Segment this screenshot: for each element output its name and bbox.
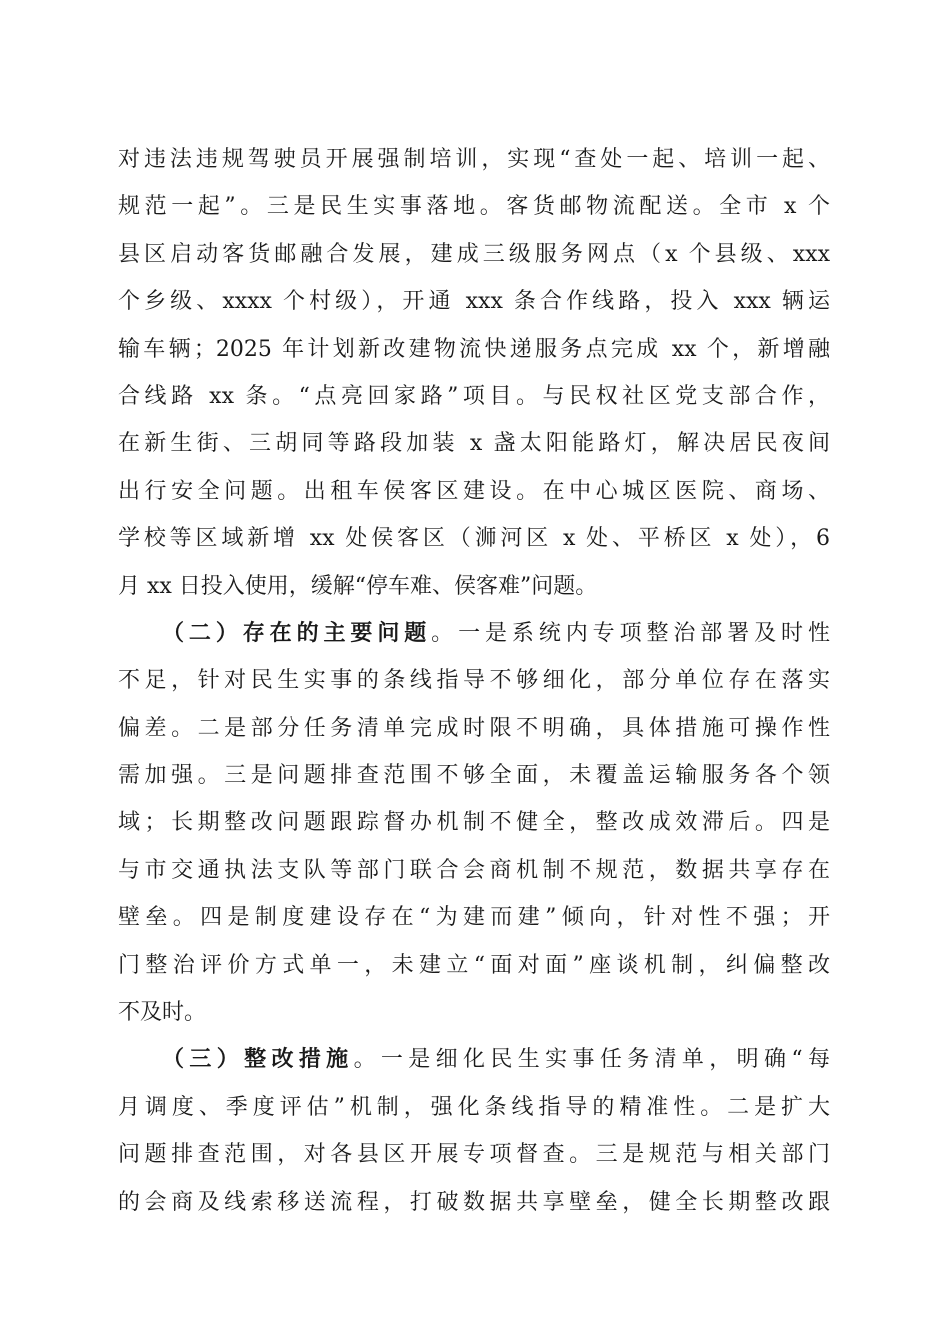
text-line: 学校等区域新增 xx 处侯客区（浉河区 x 处、平桥区 x 处），6 <box>118 526 830 552</box>
paragraph-first-line <box>118 1036 830 1083</box>
text-line: 月 xx 日投入使用，缓解“停车难、侯客难”问题。 <box>118 573 598 599</box>
text-span: 。一是系统内专项整治部署及时性 <box>431 620 830 646</box>
paragraph-1 <box>118 136 830 610</box>
paragraph-first-line <box>118 610 830 657</box>
text-line: 偏差。二是部分任务清单完成时限不明确，具体措施可操作性 <box>118 715 830 741</box>
paragraph-3 <box>118 1036 830 1226</box>
paragraph-2 <box>118 610 830 1037</box>
text-line: 与市交通执法支队等部门联合会商机制不规范，数据共享存在 <box>118 857 830 883</box>
text-line: 的会商及线索移送流程，打破数据共享壁垒，健全长期整改跟 <box>118 1189 830 1215</box>
text-line: 规范一起”。三是民生实事落地。客货邮物流配送。全市 x 个 <box>118 194 830 220</box>
section-heading-problems: （二）存在的主要问题 <box>162 619 432 646</box>
text-line: 出行安全问题。出租车侯客区建设。在中心城区医院、商场、 <box>118 478 830 504</box>
text-line: 不足，针对民生实事的条线指导不够细化，部分单位存在落实 <box>118 668 830 694</box>
text-line: 输车辆；2025 年计划新改建物流快递服务点完成 xx 个，新增融 <box>118 336 830 362</box>
text-line: 合线路 xx 条。“点亮回家路”项目。与民权社区党支部合作， <box>118 383 830 409</box>
text-line: 个乡级、xxxx 个村级），开通 xxx 条合作线路，投入 xxx 辆运 <box>118 289 830 315</box>
document-body <box>118 136 830 1226</box>
section-heading-measures: （三）整改措施 <box>162 1046 354 1073</box>
text-line: 壁垒。四是制度建设存在“为建而建”倾向，针对性不强；开 <box>118 905 830 931</box>
text-line: 县区启动客货邮融合发展，建成三级服务网点（x 个县级、xxx <box>118 241 830 267</box>
text-line: 问题排查范围，对各县区开展专项督查。三是规范与相关部门 <box>118 1142 830 1168</box>
text-line: 域；长期整改问题跟踪督办机制不健全，整改成效滞后。四是 <box>118 810 830 836</box>
text-line: 不及时。 <box>118 1000 207 1026</box>
text-line: 月调度、季度评估”机制，强化条线指导的精准性。二是扩大 <box>118 1094 830 1120</box>
text-line: 需加强。三是问题排查范围不够全面，未覆盖运输服务各个领 <box>118 763 830 789</box>
text-line: 对违法违规驾驶员开展强制培训，实现“查处一起、培训一起、 <box>118 147 830 172</box>
text-line: 在新生街、三胡同等路段加装 x 盏太阳能路灯，解决居民夜间 <box>118 431 830 457</box>
text-line: 门整治评价方式单一，未建立“面对面”座谈机制，纠偏整改 <box>118 952 830 978</box>
text-span: 。一是细化民生实事任务清单，明确“每 <box>353 1047 830 1073</box>
